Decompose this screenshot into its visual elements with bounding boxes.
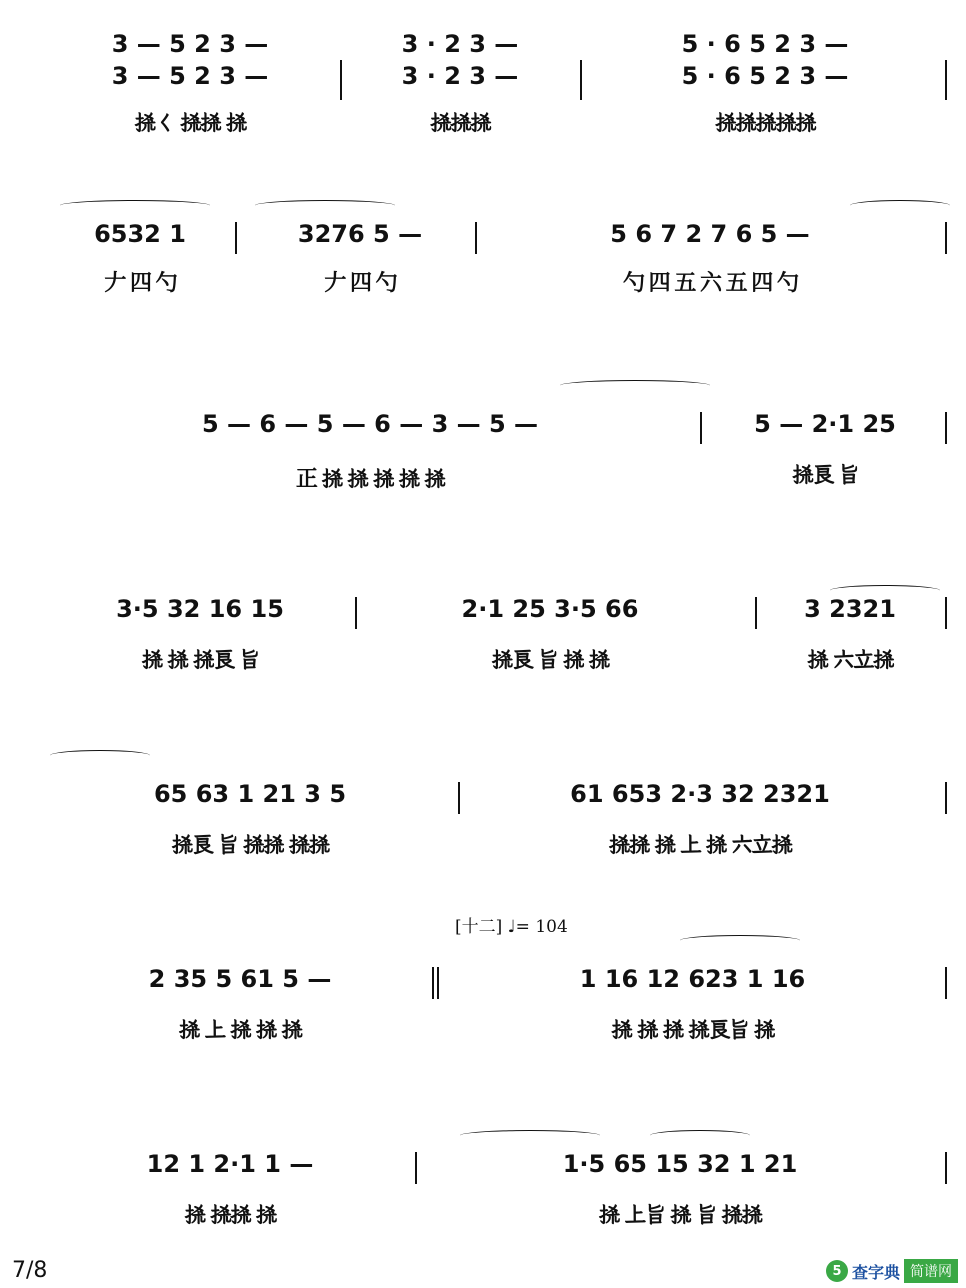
watermark-box: 简谱网 xyxy=(904,1259,958,1283)
measure-notes: 5 · 6 5 2 3 — xyxy=(681,30,849,58)
tablature: 𢫬𢫬 𢫬 上 𢫬 六立𢫬 xyxy=(608,832,792,858)
measure-notes: 3 — 5 2 3 — xyxy=(111,30,269,58)
tablature: 𢫬良 旨 xyxy=(792,462,858,488)
slur xyxy=(460,1130,600,1141)
measure-notes: 3 2321 xyxy=(804,595,896,623)
measure-notes: 3 · 2 3 — xyxy=(401,62,519,90)
tablature: 𢫬𢫬𢫬𢫬𢫬 xyxy=(714,110,815,136)
tablature: 𢫬 六立𢫬 xyxy=(807,647,893,673)
score-row-7 xyxy=(40,1120,950,1240)
measure-notes: 6532 1 xyxy=(94,220,186,248)
watermark xyxy=(826,1258,958,1284)
measure-notes: 3 — 5 2 3 — xyxy=(111,62,269,90)
measure-notes: 2·1 25 3·5 66 xyxy=(461,595,639,623)
barline xyxy=(580,60,582,100)
tablature: 𢫬良 旨 𢫬 𢫬 xyxy=(491,647,609,673)
score-row-1 xyxy=(40,20,950,170)
tablature: 𢫬 上 𢫬 𢫬 𢫬 xyxy=(178,1017,302,1043)
tablature: 𢫬 𢫬𢫬 𢫬 xyxy=(184,1202,276,1228)
page-number: 7/8 xyxy=(12,1258,48,1283)
section-marker: [十二] ♩= 104 xyxy=(455,917,568,937)
tablature: 𢫬良 旨 𢫬𢫬 𢫬𢫬 xyxy=(171,832,329,858)
tablature: 𢫬𡿨 𢫬𢫬 𢫬 xyxy=(134,110,246,136)
barline xyxy=(235,222,237,254)
slur xyxy=(850,200,950,211)
barline xyxy=(355,597,357,629)
tablature: 勺 四 五 六 五 四 勺 xyxy=(623,270,797,296)
score-row-6 xyxy=(40,935,950,1055)
score-row-2 xyxy=(40,200,950,310)
tablature: 𢫬 𢫬 𢫬 𢫬良旨 𢫬 xyxy=(611,1017,774,1043)
barline xyxy=(945,597,947,629)
tablature: 𠂇 四 勺 xyxy=(104,270,176,296)
measure-notes: 3 · 2 3 — xyxy=(401,30,519,58)
measure-notes: 65 63 1 21 3 5 xyxy=(153,780,347,808)
barline xyxy=(437,967,439,999)
score-row-3 xyxy=(40,380,950,500)
barline xyxy=(415,1152,417,1184)
score-row-5 xyxy=(40,750,950,870)
barline xyxy=(945,222,947,254)
measure-notes: 1 16 12 623 1 16 xyxy=(579,965,806,993)
measure-notes: 61 653 2·3 32 2321 xyxy=(570,780,830,808)
barline xyxy=(432,967,434,999)
measure-notes: 3·5 32 16 15 xyxy=(116,595,284,623)
tablature: 𢫬 𢫬 𢫬良 旨 xyxy=(141,647,259,673)
tablature: 𢫬 上旨 𢫬 旨 𢫬𢫬 xyxy=(598,1202,762,1228)
score-row-4 xyxy=(40,565,950,685)
measure-notes: 2 35 5 61 5 — xyxy=(148,965,332,993)
slur xyxy=(50,750,150,761)
measure-notes: 5 — 6 — 5 — 6 — 3 — 5 — xyxy=(201,410,539,438)
slur xyxy=(650,1130,750,1141)
tablature: 𢫬𢫬𢫬 xyxy=(429,110,490,136)
barline xyxy=(945,1152,947,1184)
measure-notes: 12 1 2·1 1 — xyxy=(146,1150,314,1178)
barline xyxy=(945,967,947,999)
watermark-text: 查字典 xyxy=(851,1262,900,1282)
slur xyxy=(60,200,210,211)
watermark-logo-icon: 5 xyxy=(826,1260,848,1282)
barline xyxy=(945,412,947,444)
measure-notes: 1·5 65 15 32 1 21 xyxy=(562,1150,798,1178)
barline xyxy=(945,60,947,100)
slur xyxy=(680,935,800,946)
measure-notes: 5 · 6 5 2 3 — xyxy=(681,62,849,90)
barline xyxy=(945,782,947,814)
measure-notes: 5 — 2·1 25 xyxy=(754,410,896,438)
barline xyxy=(475,222,477,254)
measure-notes: 5 6 7 2 7 6 5 — xyxy=(610,220,810,248)
measure-notes: 3276 5 — xyxy=(297,220,423,248)
barline xyxy=(700,412,702,444)
barline xyxy=(340,60,342,100)
tablature: 正 𢫬 𢫬 𢫬 𢫬 𢫬 xyxy=(295,466,445,492)
barline xyxy=(755,597,757,629)
slur xyxy=(255,200,395,211)
tablature: 𠂇 四 勺 xyxy=(324,270,396,296)
slur xyxy=(560,380,710,391)
